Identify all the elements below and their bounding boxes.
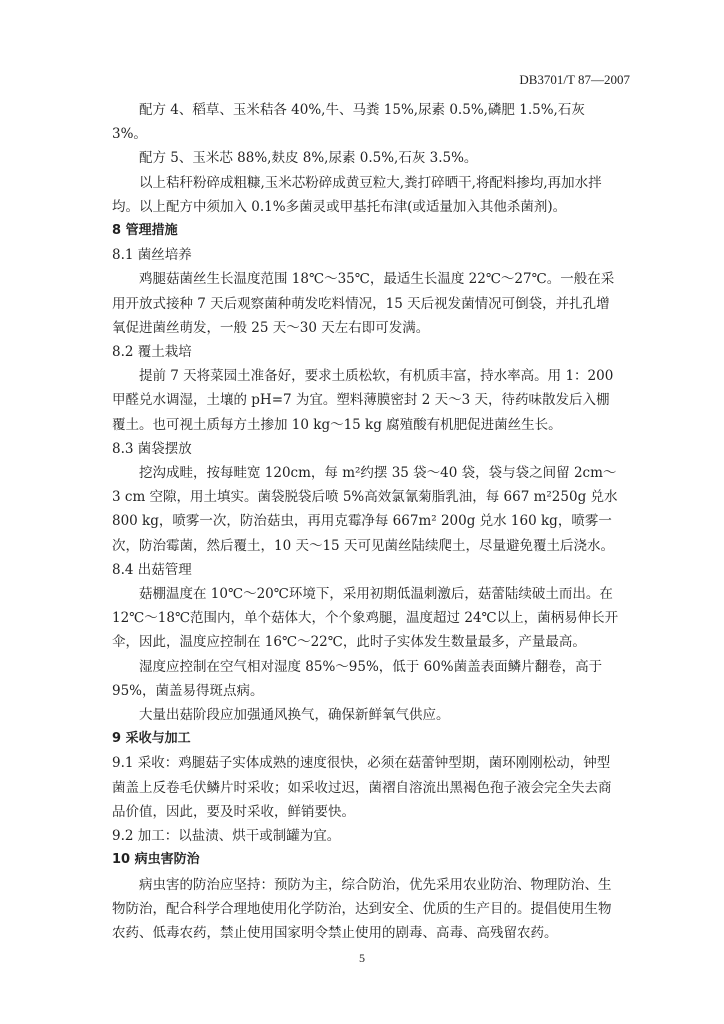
paragraph-formula-4: 配方 4、稻草、玉米秸各 40%,牛、马粪 15%,尿素 0.5%,磷肥 1.5%,石灰 3%。 xyxy=(112,102,585,143)
subsection-heading-8-4: 8.4 出菇管理 xyxy=(112,561,192,578)
paragraph-processing-9-2: 9.2 加工：以盐渍、烘干或制罐为宜。 xyxy=(112,828,341,845)
subsection-heading-8-3: 8.3 菌袋摆放 xyxy=(112,440,192,457)
paragraph-formula-5: 配方 5、玉米芯 88%,麸皮 8%,尿素 0.5%,石灰 3.5%。 xyxy=(139,150,478,167)
paragraph-bag-placement: 挖沟成畦，按每畦宽 120cm，每 m²约摆 35 袋～40 袋，袋与袋之间留 2cm～3 cm 空隙，用土填实。菌袋脱袋后喷 5%高效氯氰菊脂乳油，每 667 m²250g 兑水 800 kg，喷雾一次，防治菇虫，再用克霉净每 667m² 200g 兑水 160 kg，喷雾一次，防治霉菌，然后覆土，10 天～15 天可见菌丝陆续爬土，尽量避免覆土后浇水。 xyxy=(112,465,618,554)
subsection-heading-8-1: 8.1 菌丝培养 xyxy=(112,247,192,264)
section-heading-8: 8 管理措施 xyxy=(112,223,178,239)
section-heading-10: 10 病虫害防治 xyxy=(112,852,200,868)
subsection-heading-8-2: 8.2 覆土栽培 xyxy=(112,344,192,361)
paragraph-pest-control: 病虫害的防治应坚持：预防为主，综合防治，优先采用农业防治、物理防治、生物防治，配合科学合理地使用化学防治，达到安全、优质的生产目的。提倡使用生物农药、低毒农药，禁止使用国家明令禁止使用的剧毒、高毒、高残留农药。 xyxy=(112,876,612,941)
standard-code-header: DB3701/T 87—2007 xyxy=(519,72,630,87)
section-heading-9: 9 采收与加工 xyxy=(112,731,191,747)
paragraph-harvest-9-1: 9.1 采收：鸡腿菇子实体成熟的速度很快，必须在菇蕾钟型期，菌环刚刚松动，钟型菌盖上反卷毛伏鳞片时采收；如采收过迟，菌褶自溶流出黑褐色孢子液会完全失去商品价值，因此，要及时采收，鲜销要快。 xyxy=(112,755,612,820)
paragraph-ventilation: 大量出菇阶段应加强通风换气，确保新鲜氧气供应。 xyxy=(139,707,450,724)
paragraph-fruiting-humidity: 湿度应控制在空气相对湿度 85%～95%，低于 60%菌盖表面鳞片翻卷，高于 95%，菌盖易得斑点病。 xyxy=(112,658,603,699)
paragraph-fruiting-temperature: 菇棚温度在 10℃～20℃环境下，采用初期低温刺激后，菇蕾陆续破土而出。在 12℃～18℃范围内，单个菇体大，个个象鸡腿，温度超过 24℃以上，菌柄易伸长开伞，因此，温度应控制在 16℃～22℃，此时子实体发生数量最多，产量最高。 xyxy=(112,586,619,651)
paragraph-soil-covering: 提前 7 天将菜园土准备好，要求土质松软，有机质丰富，持水率高。用 1：200 甲醛兑水调湿，土壤的 pH=7 为宜。塑料薄膜密封 2 天～3 天，待药味散发后入棚覆土。也可视土质每方土掺加 10 kg～15 kg 腐殖酸有机肥促进菌丝生长。 xyxy=(112,368,614,433)
paragraph-preparation-note: 以上秸秆粉碎成粗糠,玉米芯粉碎成黄豆粒大,粪打碎晒干,将配料掺均,再加水拌均。以上配方中须加入 0.1%多菌灵或甲基托布津(或适量加入其他杀菌剂)。 xyxy=(112,174,602,215)
paragraph-mycelium-culture: 鸡腿菇菌丝生长温度范围 18℃～35℃，最适生长温度 22℃～27℃。一般在采用开放式接种 7 天后观察菌种萌发吃料情况，15 天后视发菌情况可倒袋，并扎孔增氧促进菌丝萌发，一般 25 天～30 天左右即可发满。 xyxy=(112,271,615,336)
page-number: 5 xyxy=(359,951,365,965)
